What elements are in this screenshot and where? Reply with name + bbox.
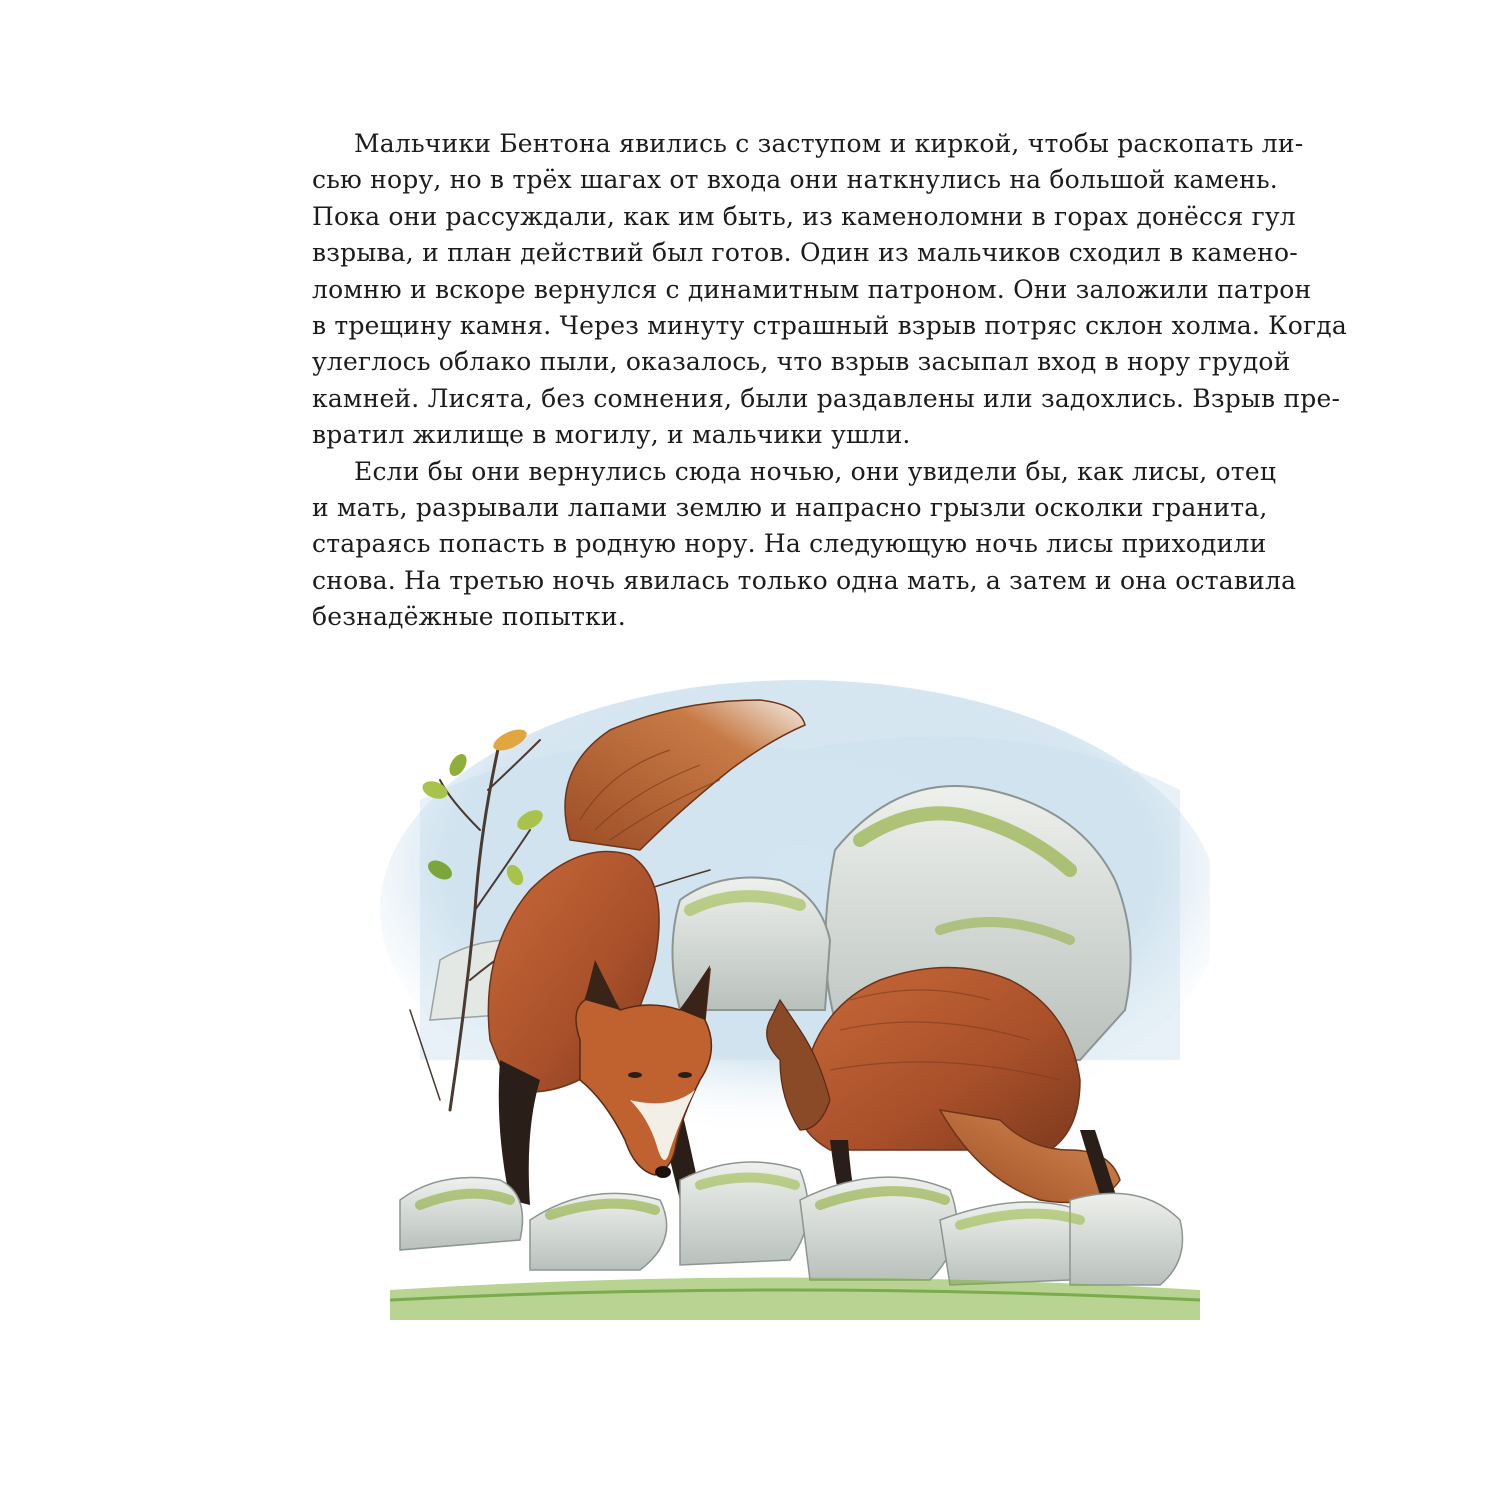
- watercolor-scene: [380, 680, 1210, 1330]
- text-line: камней. Лисята, без сомнения, были раздавлены или задохлись. Взрыв пре-: [312, 383, 1341, 413]
- text-line: Если бы они вернулись сюда ночью, они увидели бы, как лисы, отец: [354, 456, 1277, 486]
- text-line: сью нору, но в трёх шагах от входа они наткнулись на большой камень.: [312, 165, 1278, 195]
- text-line: и мать, разрывали лапами землю и напрасно грызли осколки гранита,: [312, 492, 1268, 522]
- text-line: Мальчики Бентона явились с заступом и киркой, чтобы раскопать ли-: [354, 129, 1304, 158]
- text-line: ломню и вскоре вернулся с динамитным патроном. Они заложили патрон: [312, 274, 1312, 304]
- paragraph-1: [312, 126, 1347, 454]
- body-text: [312, 126, 1347, 635]
- text-line: вратил жилище в могилу, и мальчики ушли.: [312, 420, 911, 450]
- text-line: улеглось облако пыли, оказалось, что взрыв засыпал вход в нору грудой: [312, 347, 1291, 377]
- paragraph-2: [312, 454, 1297, 636]
- grass: [390, 1278, 1200, 1321]
- text-line: безнадёжные попытки.: [312, 602, 626, 632]
- text-line: Пока они рассуждали, как им быть, из каменоломни в горах донёсся гул: [312, 201, 1296, 231]
- text-line: стараясь попасть в родную нору. На следующую ночь лисы приходили: [312, 529, 1267, 559]
- text-line: взрыва, и план действий был готов. Один из мальчиков сходил в камено-: [312, 238, 1298, 268]
- text-line: снова. На третью ночь явилась только одна мать, а затем и она оставила: [312, 565, 1297, 595]
- foxes-illustration: [380, 680, 1210, 1330]
- text-line: в трещину камня. Через минуту страшный взрыв потряс склон холма. Когда: [312, 310, 1347, 340]
